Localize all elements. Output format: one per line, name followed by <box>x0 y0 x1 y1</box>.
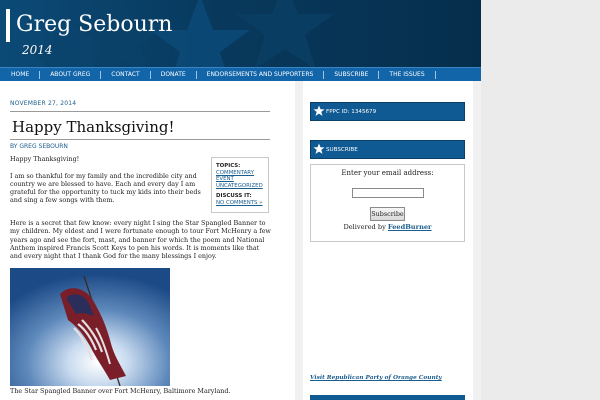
widget-subscribe-label: SUBSCRIBE <box>326 146 358 153</box>
nav-item-contact[interactable]: CONTACT <box>101 71 150 79</box>
photo-caption: The Star Spangled Banner over Fort McHenry, Baltimore Maryland. <box>10 387 231 395</box>
topics-box <box>211 157 269 213</box>
post-divider-bottom <box>10 139 270 140</box>
post-content-top <box>10 155 210 213</box>
delivered-by-text: Delivered by <box>343 223 386 231</box>
topic-link-commentary[interactable]: COMMENTARY <box>216 170 255 176</box>
comments-link[interactable]: NO COMMENTS » <box>216 200 263 207</box>
subscribe-form <box>310 164 465 242</box>
post-author-link[interactable]: BY GREG SEBOURN <box>10 143 68 150</box>
nav-item-about-greg[interactable]: ABOUT GREG <box>40 71 101 79</box>
post-title[interactable]: Happy Thanksgiving! <box>12 118 175 136</box>
republican-party-link[interactable]: Visit Republican Party of Orange County <box>310 375 442 381</box>
post-greeting: Happy Thanksgiving! <box>10 155 80 163</box>
header-accent-bar <box>6 9 10 42</box>
post-content-body <box>10 219 272 260</box>
sidebar-bottom-bar <box>310 395 465 400</box>
nav-item-home[interactable]: HOME <box>0 71 40 79</box>
star-icon <box>313 105 325 117</box>
nav-item-the-issues[interactable]: THE ISSUES <box>379 71 435 79</box>
nav-item-subscribe[interactable]: SUBSCRIBE <box>324 71 379 79</box>
flag-photo[interactable] <box>10 268 170 386</box>
post-paragraph-2: Here is a secret that few know: every night I sing the Star Spangled Banner to my children. My eldest and I were fortunate enough to tour Fort McHenry a few years ago and see the fort, mast, and banner for which the poem and National Anthem inspired Francis Scott Keys to pen his words. It is moments like that and every night that I thank God for the many blessings I enjoy. <box>10 219 271 261</box>
subscribe-button[interactable]: Subscribe <box>370 207 405 221</box>
main-nav <box>0 67 481 81</box>
nav-item-endorsements[interactable]: ENDORSEMENTS AND SUPPORTERS <box>197 71 325 79</box>
star-icon <box>313 143 325 155</box>
nav-item-donate[interactable]: DONATE <box>151 71 197 79</box>
site-header <box>0 0 481 67</box>
discuss-heading: DISCUSS IT: <box>216 193 252 200</box>
site-year: 2014 <box>22 43 53 57</box>
widget-fppc-label: FPPC ID: 1345679 <box>326 108 377 115</box>
topics-heading: TOPICS: <box>216 163 241 169</box>
topic-link-uncategorized[interactable]: UNCATEGORIZED <box>216 182 263 189</box>
post-paragraph-1: I am so thankful for my family and the incredible city and country we are blessed to have. Each and every day I am grateful for the opportunity to tuck my kids into their beds and sing a few songs with them. <box>10 171 201 205</box>
delivered-by <box>311 223 464 231</box>
widget-subscribe-title <box>310 140 465 159</box>
post-date: NOVEMBER 27, 2014 <box>10 100 77 107</box>
widget-fppc-title <box>310 102 465 121</box>
post-divider-top <box>10 111 270 112</box>
topic-link-event[interactable]: EVENT <box>216 176 234 183</box>
email-label: Enter your email address: <box>341 169 434 177</box>
email-input[interactable] <box>352 188 424 198</box>
feedburner-link[interactable]: FeedBurner <box>387 223 432 231</box>
site-title[interactable]: Greg Sebourn <box>16 12 173 37</box>
